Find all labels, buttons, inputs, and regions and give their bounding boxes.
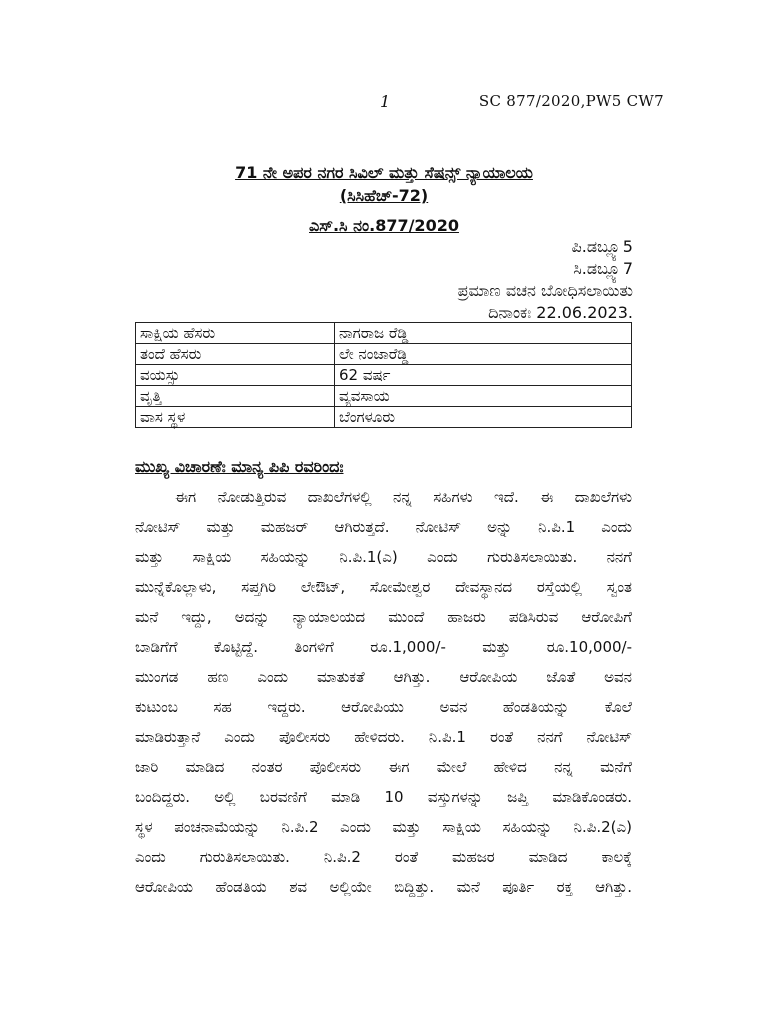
page-number: 1 xyxy=(380,92,391,111)
charge-witness-number: ಸಿ.ಡಬ್ಲ್ಯೂ7 xyxy=(573,259,633,278)
body-line: ಈಗ ನೋಡುತ್ತಿರುವ ದಾಖಲೆಗಳಲ್ಲಿ ನನ್ನ ಸಹಿಗಳು ಇದೆ. ಈ ದಾಖಲೆಗಳು xyxy=(175,488,632,506)
court-code: (ಸಿಸಿಹೆಚ್-72) xyxy=(339,186,429,205)
case-reference: SC 877/2020,PW5 CW7 xyxy=(478,92,664,110)
body-line: ಮುನ್ನೆಕೊಲ್ಲಾಳು, ಸಪ್ತಗಿರಿ ಲೇಔಟ್, ಸೋಮೇಶ್ವರ ದೇವಸ್ಥಾನದ ರಸ್ತೆಯಲ್ಲಿ ಸ್ವಂತ xyxy=(135,578,632,596)
body-line: ಮುಂಗಡ ಹಣ ಎಂದು ಮಾತುಕತೆ ಆಗಿತ್ತು. ಆರೋಪಿಯ ಜೊತೆ ಅವನ xyxy=(135,668,632,686)
body-line: ಮನೆ ಇದ್ದು, ಅದನ್ನು ನ್ಯಾಯಾಲಯದ ಮುಂದೆ ಹಾಜರು ಪಡಿಸಿರುವ ಆರೋಪಿಗೆ xyxy=(135,608,632,626)
body-line: ಆರೋಪಿಯ ಹೆಂಡತಿಯ ಶವ ಅಲ್ಲಿಯೇ ಬಿದ್ದಿತ್ತು. ಮನೆ ಪೂರ್ತಿ ರಕ್ತ ಆಗಿತ್ತು. xyxy=(135,878,632,896)
body-line: ಕುಟುಂಬ ಸಹ ಇದ್ದರು. ಆರೋಪಿಯು ಅವನ ಹೆಂಡತಿಯನ್ನು ಕೊಲೆ xyxy=(135,698,632,716)
table-cell-label: ವೃತ್ತಿ xyxy=(136,386,335,407)
oath-statement: ಪ್ರಮಾಣ ವಚನ ಬೋಧಿಸಲಾಯಿತು xyxy=(457,281,633,300)
table-row xyxy=(136,365,632,386)
prosecution-witness-number: ಪಿ.ಡಬ್ಲ್ಯೂ5 xyxy=(571,237,633,256)
examination-heading: ಮುಖ್ಯ ವಿಚಾರಣೆಃ ಮಾನ್ಯ ಪಿಪಿ ರವರಿಂದಃ xyxy=(135,457,344,476)
table-row xyxy=(136,407,632,428)
body-line: ಬಂದಿದ್ದರು. ಅಲ್ಲಿ ಬರವಣಿಗೆ ಮಾಡಿ 10 ವಸ್ತುಗಳನ್ನು ಜಪ್ತಿ ಮಾಡಿಕೊಂಡರು. xyxy=(135,788,632,806)
table-cell-value: ಲೇ ನಂಜಾರೆಡ್ಡಿ xyxy=(335,344,632,365)
table-cell-value: 62 ವರ್ಷ xyxy=(335,365,632,386)
body-line: ಮಾಡಿರುತ್ತಾನೆ ಎಂದು ಪೊಲೀಸರು ಹೇಳಿದರು. ನಿ.ಪಿ.1 ರಂತೆ ನನಗೆ ನೋಟಿಸ್ xyxy=(135,728,632,746)
body-line: ಬಾಡಿಗೆಗೆ ಕೊಟ್ಟಿದ್ದೆ. ತಿಂಗಳಿಗೆ ರೂ.1,000/- ಮತ್ತು ರೂ.10,000/- xyxy=(135,638,632,656)
witness-details-table xyxy=(135,322,632,428)
table-cell-label: ತಂದೆ ಹೆಸರು xyxy=(136,344,335,365)
table-cell-value: ವ್ಯವಸಾಯ xyxy=(335,386,632,407)
case-number: ಎಸ್.ಸಿ ನಂ.877/2020 xyxy=(309,216,459,235)
table-cell-value: ಬೆಂಗಳೂರು xyxy=(335,407,632,428)
table-cell-value: ನಾಗರಾಜ ರೆಡ್ಡಿ xyxy=(335,323,632,344)
court-name: 71 ನೇ ಅಪರ ನಗರ ಸಿವಿಲ್ ಮತ್ತು ಸೆಷನ್ಸ್ ನ್ಯಾಯಾಲಯ xyxy=(235,163,533,182)
table-cell-label: ವಯಸ್ಸು xyxy=(136,365,335,386)
body-line: ಎಂದು ಗುರುತಿಸಲಾಯಿತು. ನಿ.ಪಿ.2 ರಂತೆ ಮಹಜರ ಮಾಡಿದ ಕಾಲಕ್ಕೆ xyxy=(135,848,632,866)
body-line: ಸ್ಥಳ ಪಂಚನಾಮೆಯನ್ನು ನಿ.ಪಿ.2 ಎಂದು ಮತ್ತು ಸಾಕ್ಷಿಯ ಸಹಿಯನ್ನು ನಿ.ಪಿ.2(ಎ) xyxy=(135,818,632,836)
body-line: ಜಾರಿ ಮಾಡಿದ ನಂತರ ಪೊಲೀಸರು ಈಗ ಮೇಲೆ ಹೇಳಿದ ನನ್ನ ಮನೆಗೆ xyxy=(135,758,632,776)
table-cell-label: ವಾಸ ಸ್ಥಳ xyxy=(136,407,335,428)
deposition-body xyxy=(135,482,632,902)
body-line: ನೋಟಿಸ್ ಮತ್ತು ಮಹಜರ್ ಆಗಿರುತ್ತದೆ. ನೋಟಿಸ್ ಅನ್ನು ನಿ.ಪಿ.1 ಎಂದು xyxy=(135,518,632,536)
table-row xyxy=(136,344,632,365)
table-cell-label: ಸಾಕ್ಷಿಯ ಹೆಸರು xyxy=(136,323,335,344)
table-row xyxy=(136,386,632,407)
table-row xyxy=(136,323,632,344)
deposition-date: ದಿನಾಂಕಃ 22.06.2023. xyxy=(488,303,633,322)
body-line: ಮತ್ತು ಸಾಕ್ಷಿಯ ಸಹಿಯನ್ನು ನಿ.ಪಿ.1(ಎ) ಎಂದು ಗುರುತಿಸಲಾಯಿತು. ನನಗೆ xyxy=(135,548,632,566)
